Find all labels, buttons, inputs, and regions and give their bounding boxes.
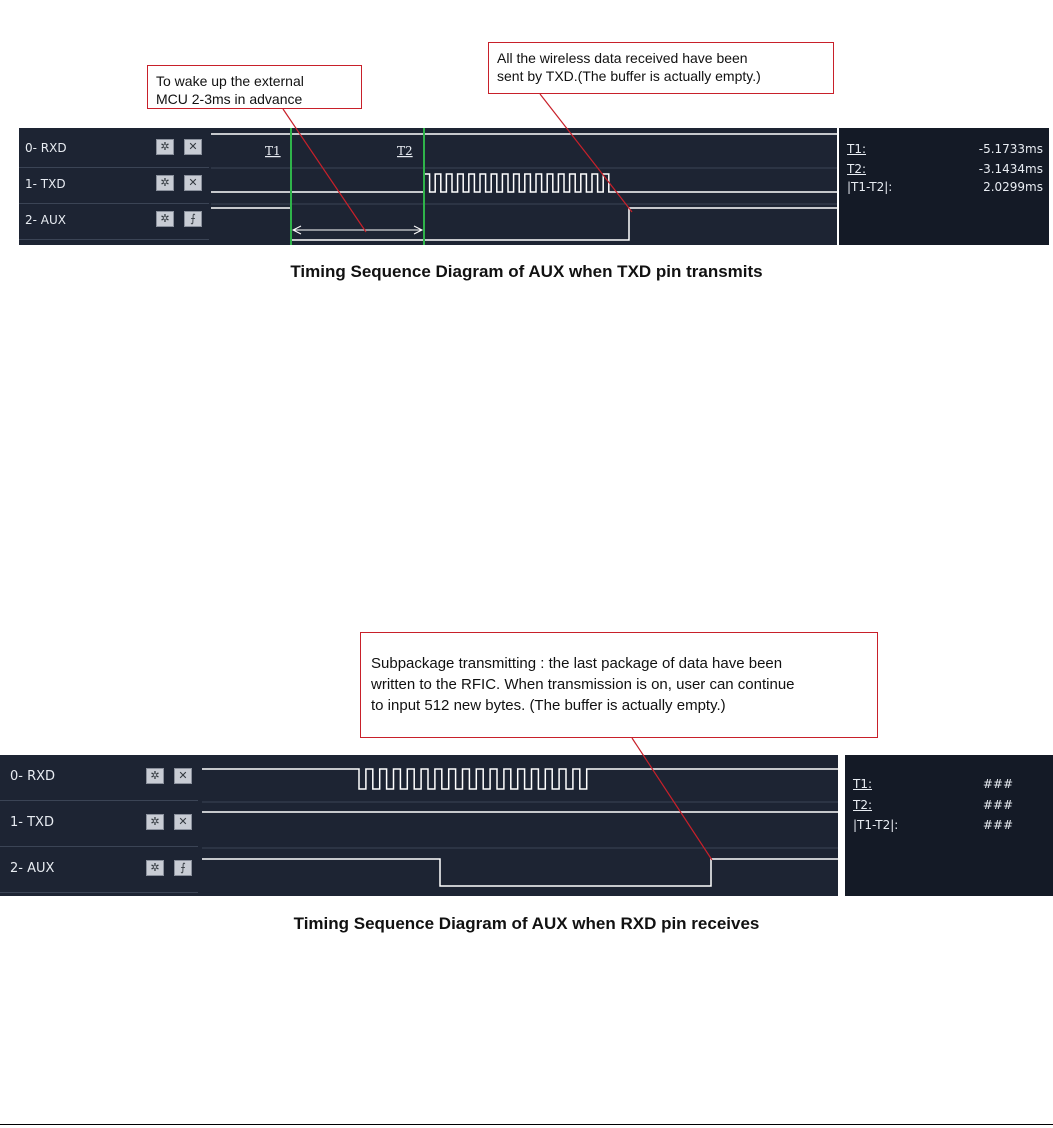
- measure-value: -5.1733ms: [978, 142, 1043, 156]
- callout-line: All the wireless data received have been: [497, 50, 748, 66]
- channel-label: 0- RXD: [25, 141, 67, 155]
- measure-label: T1:: [847, 142, 867, 156]
- measure-label: T2:: [847, 162, 867, 176]
- channel-label: 1- TXD: [10, 815, 54, 830]
- pointer-line-wake: [283, 109, 366, 232]
- gear-icon[interactable]: ✲: [156, 211, 174, 227]
- caption-diagram-1: Timing Sequence Diagram of AUX when TXD pin transmits: [290, 262, 763, 281]
- channel-label: 0- RXD: [10, 769, 56, 784]
- callout-line: To wake up the external: [156, 73, 304, 89]
- callout-line: written to the RFIC. When transmission is on, user can continue: [371, 676, 795, 693]
- gear-icon[interactable]: ✲: [146, 860, 164, 876]
- gear-icon[interactable]: ✲: [156, 175, 174, 191]
- measure-label: |T1-T2|:: [853, 818, 899, 832]
- trigger-edge-icon[interactable]: ⨍: [184, 211, 202, 227]
- page-bottom-rule: [0, 1124, 1053, 1125]
- channel-label: 2- AUX: [10, 861, 55, 876]
- measure-value: -3.1434ms: [978, 162, 1043, 176]
- callout-line: MCU 2-3ms in advance: [156, 91, 303, 107]
- close-icon[interactable]: ✕: [184, 139, 202, 155]
- callout-line: sent by TXD.(The buffer is actually empty.): [497, 68, 761, 84]
- callout-line: to input 512 new bytes. (The buffer is actually empty.): [371, 697, 726, 714]
- gear-icon[interactable]: ✲: [156, 139, 174, 155]
- close-icon[interactable]: ✕: [184, 175, 202, 191]
- gear-icon[interactable]: ✲: [146, 768, 164, 784]
- pointer-line-buffer: [540, 94, 632, 212]
- cursor-label-t1: T1: [265, 144, 281, 158]
- callout-line: Subpackage transmitting : the last package of data have been: [371, 655, 783, 672]
- cursor-label-t2: T2: [397, 144, 413, 158]
- measure-label: T2:: [853, 798, 873, 812]
- measure-label: T1:: [853, 777, 873, 791]
- caption-diagram-2: Timing Sequence Diagram of AUX when RXD pin receives: [293, 914, 760, 933]
- channel-label: 1- TXD: [25, 177, 66, 191]
- gear-icon[interactable]: ✲: [146, 814, 164, 830]
- channel-label: 2- AUX: [25, 213, 66, 227]
- measure-label: |T1-T2|:: [847, 180, 893, 194]
- measure-value: ###: [982, 798, 1013, 812]
- close-icon[interactable]: ✕: [174, 814, 192, 830]
- measure-value: ###: [982, 818, 1013, 832]
- pointer-line-subpackage: [632, 738, 712, 860]
- measure-value: 2.0299ms: [983, 180, 1043, 194]
- close-icon[interactable]: ✕: [174, 768, 192, 784]
- trigger-edge-icon[interactable]: ⨍: [174, 860, 192, 876]
- measure-value: ###: [982, 777, 1013, 791]
